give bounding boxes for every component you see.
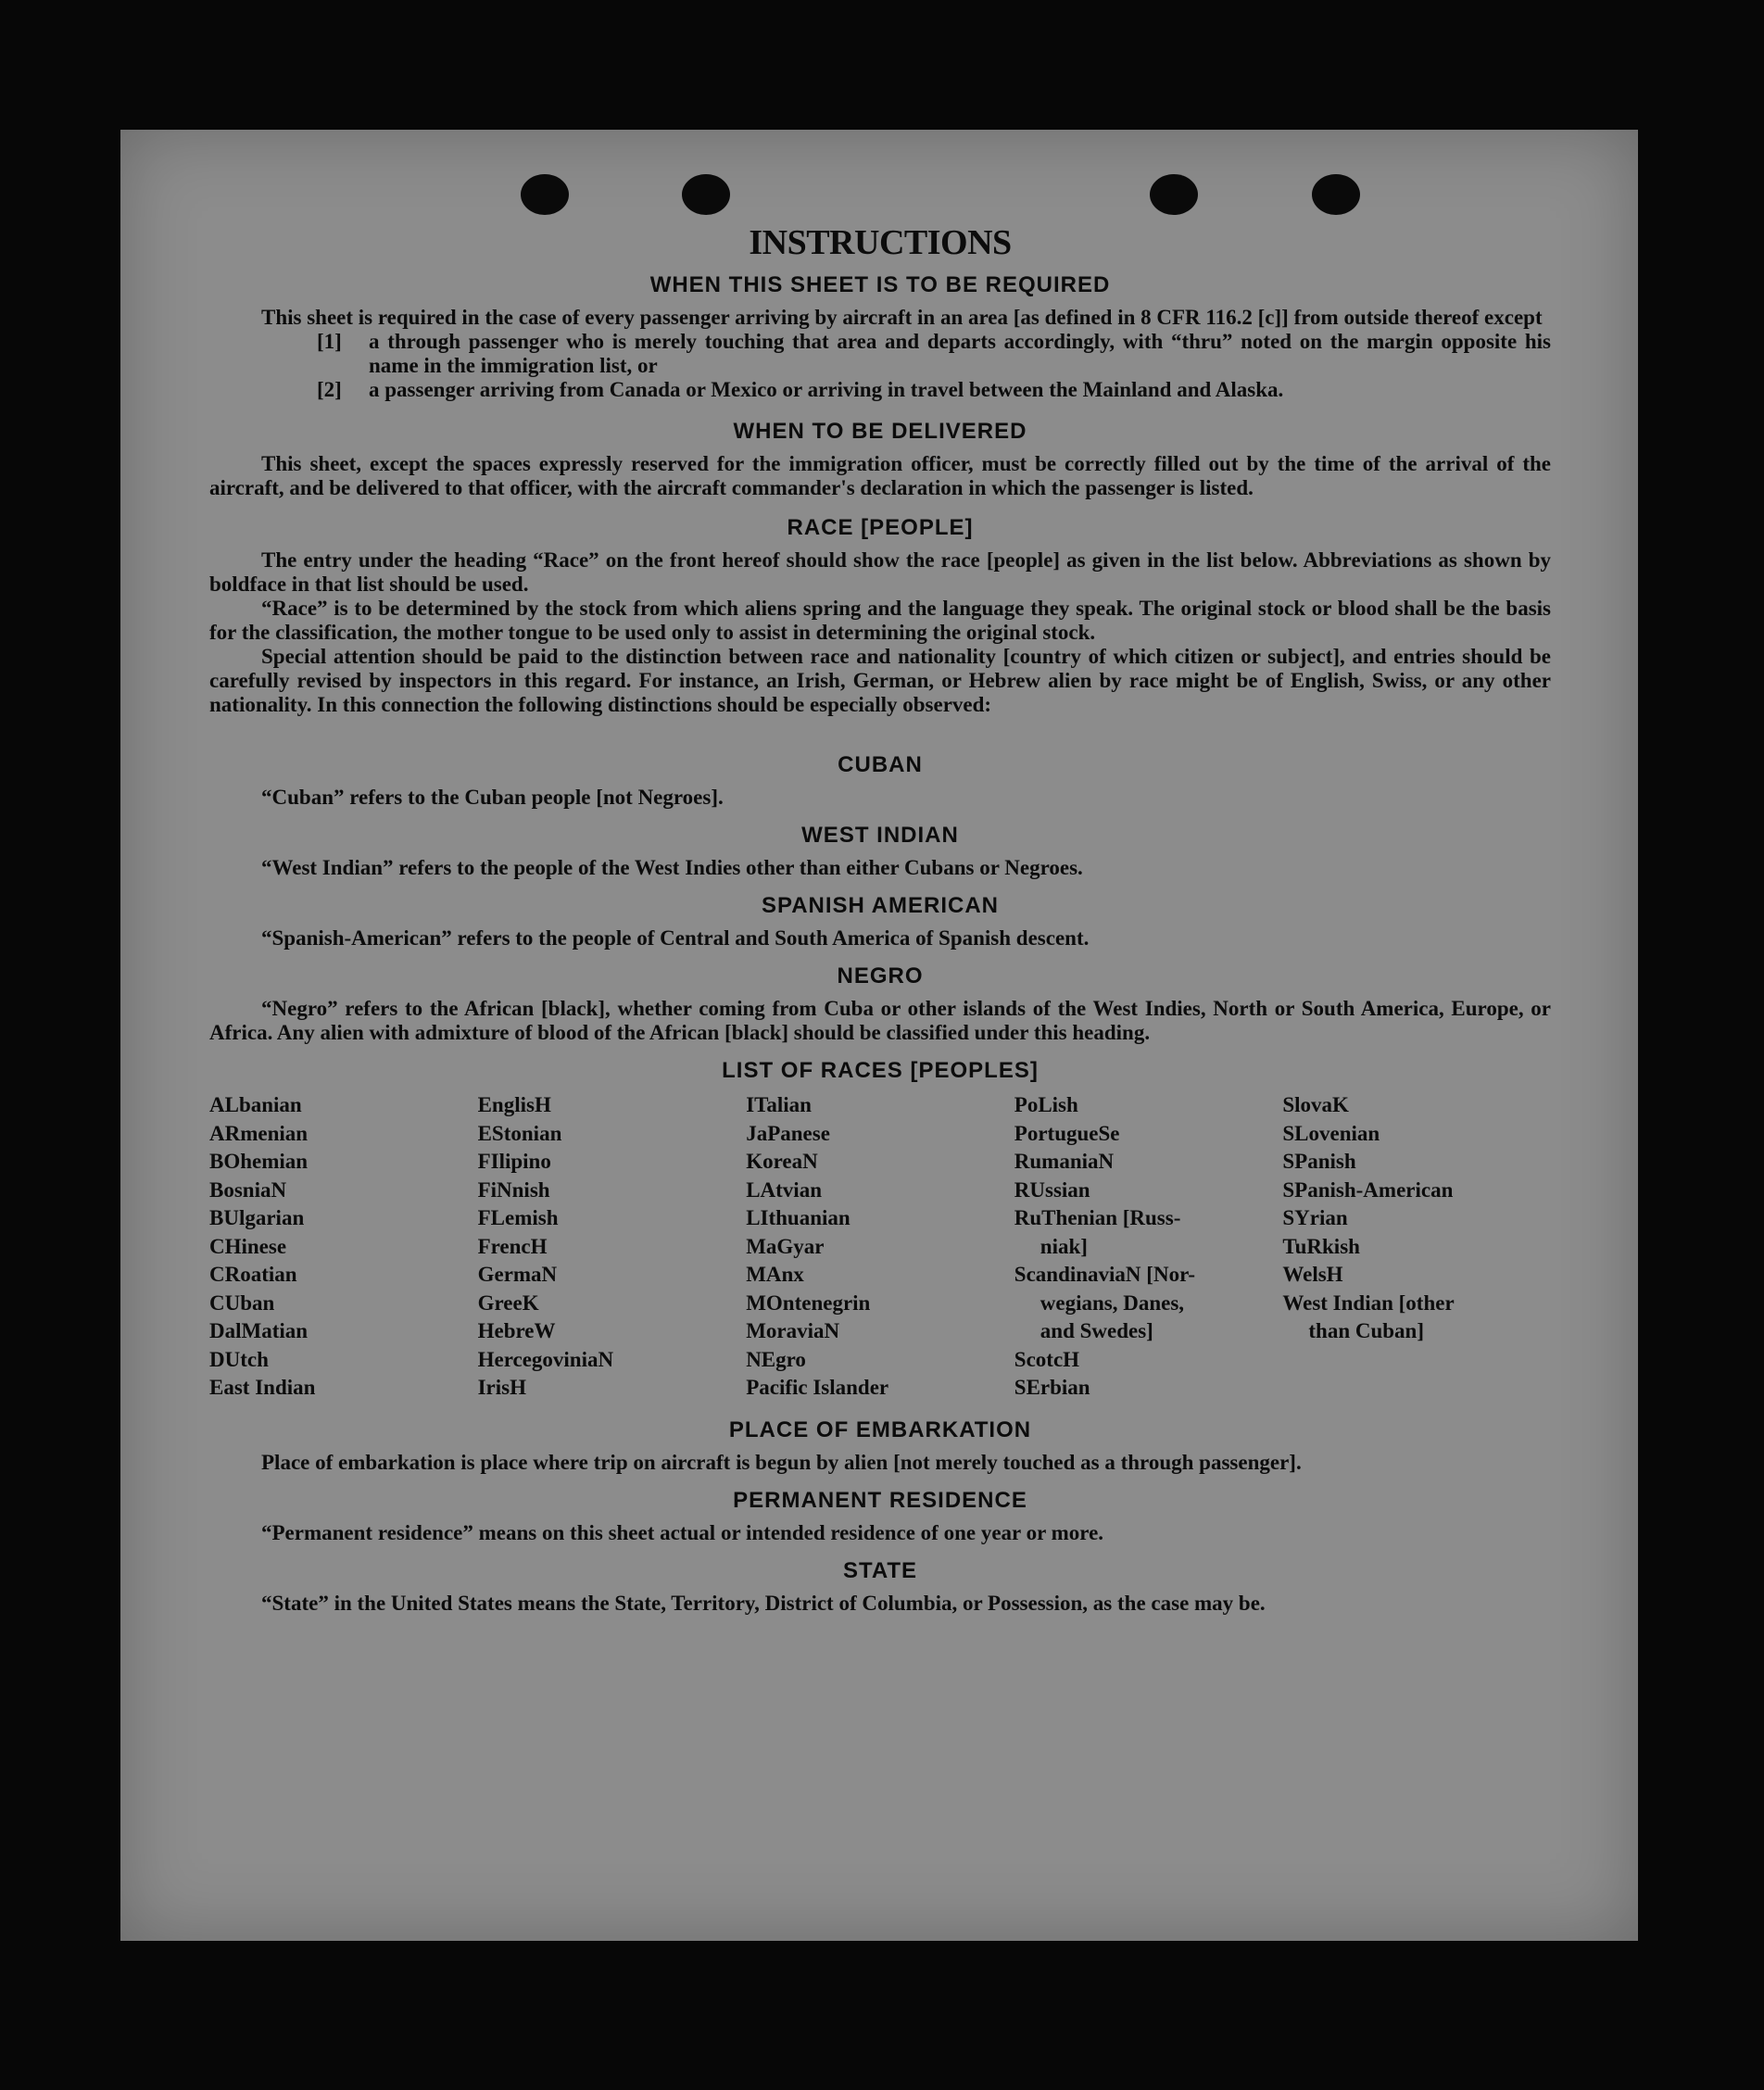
race-entry: SPanish-American (1282, 1177, 1454, 1202)
race-entry: West Indian [other (1282, 1291, 1455, 1315)
race-entry: ScotcH (1014, 1347, 1080, 1371)
heading-list-of-races: LIST OF RACES [PEOPLES] (722, 1058, 1039, 1083)
race-entry: BUlgarian (209, 1206, 305, 1229)
race-entry: RUssian (1014, 1177, 1090, 1202)
race-entry: ITalian (746, 1093, 812, 1116)
negro-text: “Negro” refers to the African [black], whether coming from Cuba or other islands of the West Indies, North or South America, Europe, or Africa. Any alien with admixture of blood of the African [black] should be classified under this heading. (209, 997, 1551, 1044)
race-entry: FIlipino (477, 1150, 551, 1173)
race-entry: LIthuanian (746, 1206, 850, 1229)
races-column (746, 1091, 1014, 1403)
heading-place-of-embarkation: PLACE OF EMBARKATION (728, 1416, 1032, 1442)
race-entry: TuRkish (1282, 1234, 1360, 1258)
race-entry: WelsH (1282, 1263, 1343, 1286)
punch-hole (682, 174, 730, 215)
exception-item (317, 378, 1551, 402)
race-entry: FrencH (477, 1234, 548, 1258)
race-entry: RumaniaN (1014, 1150, 1115, 1173)
heading-west-indian: WEST INDIAN (801, 823, 959, 848)
race-entry: MOntenegrin (746, 1291, 871, 1315)
when-required-intro: This sheet is required in the case of every passenger arriving by aircraft in an area [as defined in 8 CFR 116.2 [c]] from outside thereof except (261, 306, 1543, 329)
exception-number: [2] (317, 378, 342, 401)
race-entry: SLovenian (1282, 1121, 1380, 1145)
heading-when-delivered: WHEN TO BE DELIVERED (733, 419, 1027, 444)
race-entry: DUtch (209, 1347, 269, 1371)
race-entry: MAnx (746, 1263, 804, 1286)
document-sheet (120, 130, 1638, 1941)
race-entry-continuation: niak] (1040, 1234, 1088, 1258)
race-entry: ALbanian (209, 1093, 302, 1116)
heading-when-required: WHEN THIS SHEET IS TO BE REQUIRED (649, 272, 1111, 297)
race-entry-continuation: wegians, Danes, (1040, 1291, 1185, 1315)
race-paragraph-3: Special attention should be paid to the distinction between race and nationality [country of which citizen or subject], and entries should be carefully revised by inspectors in this regard. For instance, an Irish, German, or Hebrew alien by race might be of English, Swiss, or any other nationality. In this connection the following distinctions should be especially observed: (209, 645, 1551, 716)
race-entry: ARmenian (209, 1121, 309, 1145)
heading-race: RACE [PEOPLE] (787, 515, 974, 540)
races-column (1014, 1091, 1283, 1403)
races-column (478, 1091, 747, 1403)
race-entry: ScandinaviaN [Nor- (1014, 1263, 1196, 1286)
race-entry: SlovaK (1282, 1093, 1349, 1116)
heading-state: STATE (842, 1557, 918, 1583)
punch-hole (521, 174, 569, 215)
race-entry: HercegoviniaN (477, 1347, 614, 1371)
race-entry: BosniaN (209, 1177, 287, 1202)
embarkation-text: Place of embarkation is place where trip on aircraft is begun by alien [not merely touched as a through passenger]. (261, 1450, 1302, 1474)
race-entry: DalMatian (209, 1319, 309, 1342)
race-entry: EStonian (477, 1121, 562, 1145)
race-entry-continuation: and Swedes] (1040, 1319, 1153, 1342)
race-entry: FLemish (477, 1206, 559, 1229)
race-entry: East Indian (209, 1376, 316, 1399)
race-entry: MaGyar (746, 1234, 825, 1258)
page-title: INSTRUCTIONS (749, 223, 1012, 262)
spanish-american-text: “Spanish-American” refers to the people of Central and South America of Spanish descent. (261, 926, 1090, 950)
exception-number: [1] (317, 330, 342, 353)
state-text: “State” in the United States means the State, Territory, District of Columbia, or Possession, as the case may be. (261, 1591, 1266, 1615)
punch-hole (1150, 174, 1198, 215)
race-entry: SErbian (1014, 1376, 1090, 1399)
exception-text: a through passenger who is merely touching that area and departs accordingly, with “thru” noted on the margin opposite his name in the immigration list, or (369, 330, 1551, 377)
race-entry: IrisH (477, 1376, 526, 1399)
race-entry: CHinese (209, 1234, 287, 1258)
race-entry: CUban (209, 1291, 275, 1315)
races-column (209, 1091, 478, 1403)
race-entry: PortugueSe (1014, 1121, 1120, 1145)
cuban-text: “Cuban” refers to the Cuban people [not Negroes]. (261, 786, 724, 809)
races-list (209, 1091, 1551, 1403)
instructions-content (209, 222, 1551, 1616)
race-entry: NEgro (746, 1347, 806, 1371)
residence-text: “Permanent residence” means on this sheet actual or intended residence of one year or more. (261, 1520, 1104, 1544)
race-entry: Pacific Islander (746, 1376, 889, 1399)
race-entry: SPanish (1282, 1150, 1356, 1173)
race-entry: MoraviaN (746, 1319, 840, 1342)
race-paragraph-1: The entry under the heading “Race” on the front hereof should show the race [people] as given in the list below. Abbreviations as shown by boldface in that list should be used. (209, 548, 1551, 596)
race-entry: LAtvian (746, 1177, 822, 1202)
west-indian-text: “West Indian” refers to the people of the West Indies other than either Cubans or Negroes. (261, 856, 1083, 879)
heading-spanish-american: SPANISH AMERICAN (761, 893, 999, 918)
race-entry: PoLish (1014, 1093, 1078, 1116)
race-entry: EnglisH (477, 1093, 551, 1116)
exception-text: a passenger arriving from Canada or Mexico or arriving in travel between the Mainland and Alaska. (369, 378, 1284, 401)
heading-negro: NEGRO (837, 963, 924, 988)
race-entry: HebreW (477, 1319, 556, 1342)
race-entry: CRoatian (209, 1263, 297, 1286)
race-entry: JaPanese (746, 1121, 830, 1145)
race-entry: KoreaN (746, 1150, 818, 1173)
heading-permanent-residence: PERMANENT RESIDENCE (733, 1487, 1027, 1513)
race-entry: GreeK (477, 1291, 539, 1315)
race-entry: SYrian (1282, 1206, 1348, 1229)
when-delivered-text: This sheet, except the spaces expressly reserved for the immigration officer, must be correctly filled out by the time of the arrival of the aircraft, and be delivered to that officer, with the aircraft commander's declaration in which the passenger is listed. (209, 452, 1551, 499)
race-entry: BOhemian (209, 1150, 309, 1173)
race-entry: FiNnish (477, 1177, 550, 1202)
heading-cuban: CUBAN (838, 752, 923, 777)
race-paragraph-2: “Race” is to be determined by the stock from which aliens spring and the language they speak. The original stock or blood shall be the basis for the classification, the mother tongue to be used only to assist in determining the original stock. (209, 597, 1551, 644)
races-column (1282, 1091, 1551, 1403)
race-entry: GermaN (477, 1263, 558, 1286)
race-entry: RuThenian [Russ- (1014, 1206, 1181, 1229)
exception-item (317, 330, 1551, 378)
punch-hole (1312, 174, 1360, 215)
race-entry-continuation: than Cuban] (1308, 1319, 1425, 1342)
